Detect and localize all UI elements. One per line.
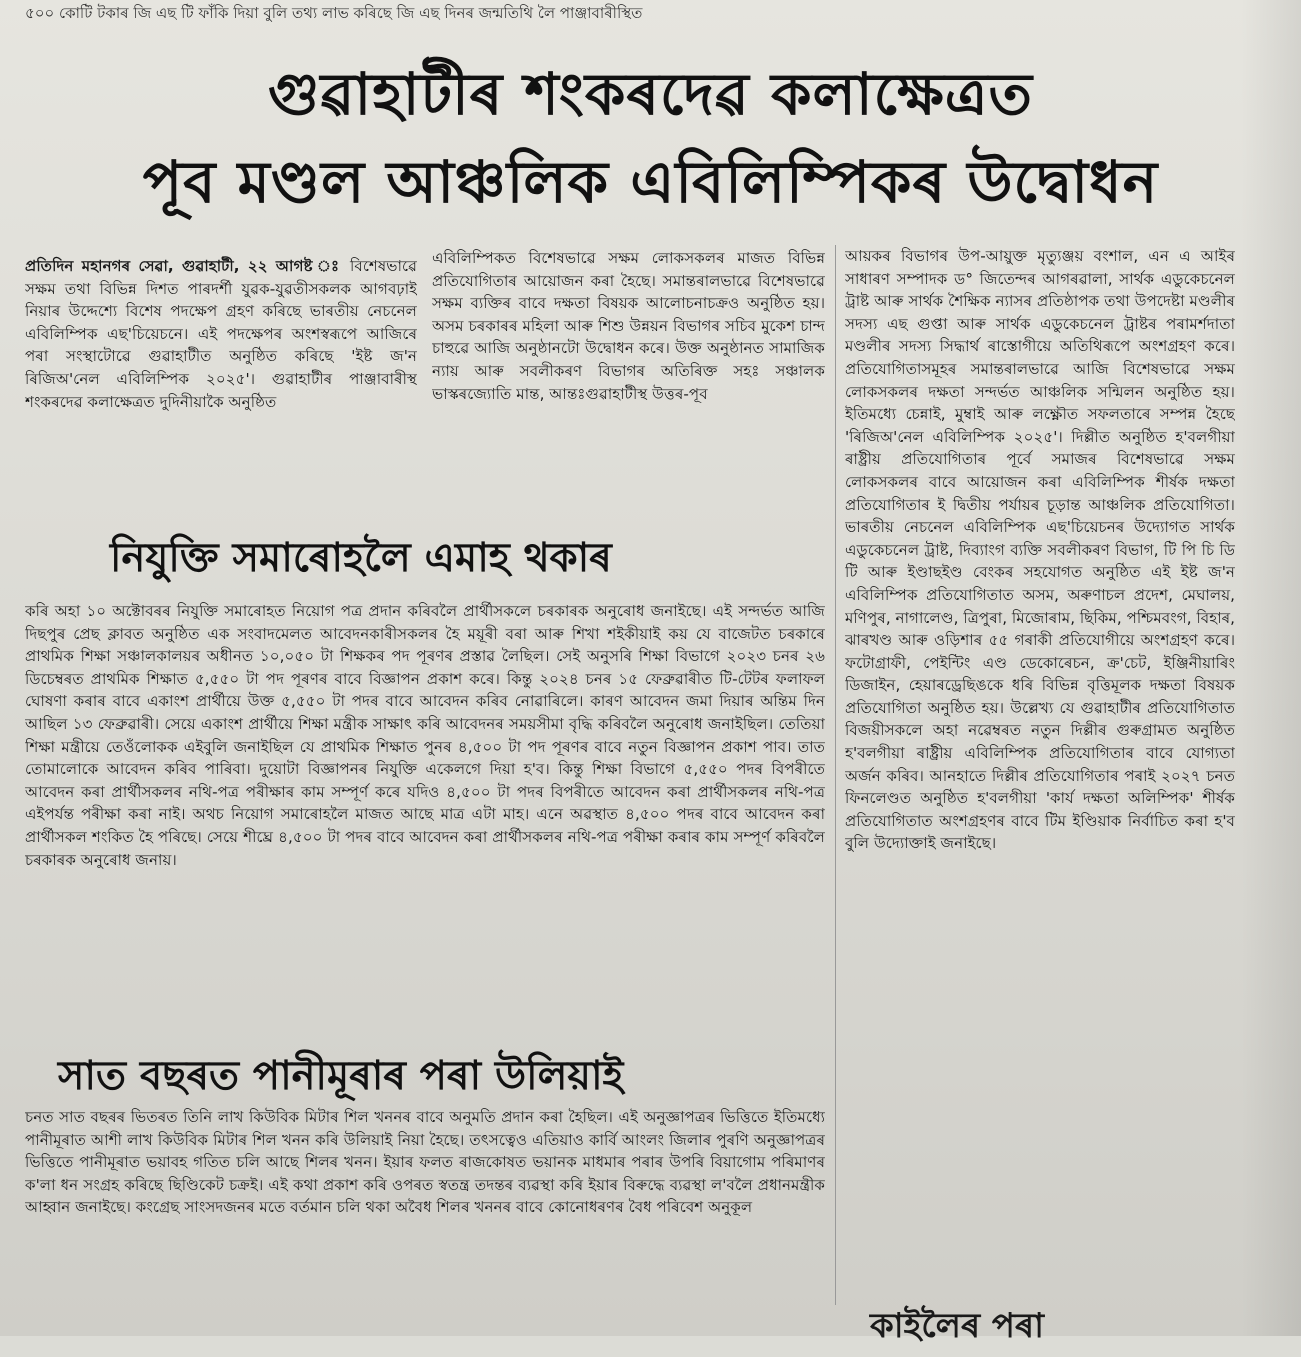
top-strip-text: ৫০০ কোটি টকাৰ জি এছ টি ফাঁকি দিয়া বুলি তথ্য লাভ কৰিছে জি এছ দিনৰ জন্মতিথি লৈ পাঞ্জাবাৰীস্থিত	[25, 4, 643, 22]
article2-headline: নিযুক্তি সমাৰোহলৈ এমাহ থকাৰ	[110, 535, 612, 581]
article2-body	[25, 600, 825, 1040]
article3-body	[25, 1106, 825, 1336]
article1-col1-text: বিশেষভাৱে সক্ষম তথা বিভিন্ন দিশত পাৰদৰ্শী যুৱক-যুৱতীসকলক আগবঢ়াই নিয়াৰ উদ্দেশ্যে বিশেষ পদক্ষেপ গ্ৰহণ কৰিছে ভাৰতীয় নেচনেল এবিলিম্পিক এছ'চিয়েচনে। এই পদক্ষেপৰ অংশস্বৰূপে আজিৰে পৰা সংস্থাটোৱে গুৱাহাটীত অনুষ্ঠিত কৰিছে 'ইষ্ট জ'ন ৰিজিঅ'নেল এবিলিম্পিক ২০২৫'। গুৱাহাটীৰ পাঞ্জাবাৰীস্থ শংকৰদেৱ কলাক্ষেত্ৰত দুদিনীয়াকৈ অনুষ্ঠিত	[25, 257, 417, 411]
footer-headline: কাইলৈৰ পৰা	[870, 1306, 1045, 1346]
main-headline-line1: গুৱাহাটীৰ শংকৰদেৱ কলাক্ষেত্ৰত	[268, 60, 1033, 128]
article1-column1	[25, 255, 417, 517]
main-headline-line2: পূব মণ্ডল আঞ্চলিক এবিলিম্পিকৰ উদ্বোধন	[142, 148, 1159, 216]
article2-body-text: কৰি অহা ১০ অক্টোবৰৰ নিযুক্তি সমাৰোহত নিয়োগ পত্ৰ প্ৰদান কৰিবলৈ প্ৰাৰ্থীসকলে চৰকাৰক অনুৰোধ জনাইছে। এই সন্দৰ্ভত আজি দিছপুৰ প্ৰেছ ক্লাবত অনুষ্ঠিত এক সংবাদমেলত আবেদনকাৰীসকলৰ হৈ ময়ূৰী বৰা আৰু শিখা শইকীয়াই কয় যে বাজেটত চৰকাৰে প্ৰাথমিক শিক্ষা সঞ্চালকালয়ৰ অধীনত ১০,০৫০ টা শিক্ষকৰ পদ পূৰণৰ প্ৰস্তাৱ লৈছিল। সেই অনুসৰি শিক্ষা বিভাগে ২০২৩ চনৰ ২৬ ডিচেম্বৰত প্ৰাথমিক শিক্ষাত ৫,৫৫০ টা পদ পূৰণৰ বাবে বিজ্ঞাপন প্ৰকাশ কৰে। কিন্তু ২০২৪ চনৰ ১৫ ফেব্ৰুৱাৰীত টি-টেটৰ ফলাফল ঘোষণা কৰাৰ বাবে একাংশ প্ৰাৰ্থীয়ে উক্ত ৫,৫৫০ টা পদৰ বাবে আবেদন কৰিব নোৱাৰিলে। কাৰণ আবেদন জমা দিয়াৰ অন্তিম দিন আছিল ১৩ ফেব্ৰুৱাৰী। সেয়ে একাংশ প্ৰাৰ্থীয়ে শিক্ষা মন্ত্ৰীক সাক্ষাৎ কৰি আবেদনৰ সময়সীমা বৃদ্ধি কৰিবলৈ অনুৰোধ জনাইছিল। তেতিয়া শিক্ষা মন্ত্ৰীয়ে তেওঁলোকক এইবুলি জনাইছিল যে প্ৰাথমিক শিক্ষাত পুনৰ ৪,৫০০ টা পদ পূৰণৰ বাবে নতুন বিজ্ঞাপন প্ৰকাশ পাব। তাত তোমালোকে আবেদন কৰিব পাৰিবা। দুয়োটা বিজ্ঞাপনৰ নিযুক্তি একেলগে দিয়া হ'ব। কিন্তু শিক্ষা বিভাগে ৫,৫৫০ পদৰ বিপৰীতে আবেদন কৰা প্ৰাৰ্থীসকলৰ নথি-পত্ৰ পৰীক্ষাৰ কাম সম্পূৰ্ণ কৰে যদিও ৪,৫০০ টা পদৰ বিপৰীতে আবেদন কৰা প্ৰাৰ্থীসকলৰ নথি-পত্ৰ এইপৰ্যন্ত পৰীক্ষা কৰা নাই। অথচ নিয়োগ সমাৰোহলৈ মাজত আছে মাত্ৰ এটা মাহ। এনে অৱস্থাত ৪,৫০০ পদৰ বাবে আবেদন কৰা প্ৰাৰ্থীসকল শংকিত হৈ পৰিছে। সেয়ে শীঘ্ৰে ৪,৫০০ টা পদৰ বাবে আবেদন কৰা প্ৰাৰ্থীসকলৰ নথি-পত্ৰ পৰীক্ষা কৰাৰ কাম সম্পূৰ্ণ কৰিবলৈ চৰকাৰক অনুৰোধ জনায়।	[25, 602, 825, 869]
article1-column3	[845, 245, 1235, 1305]
page-edge-shadow	[1241, 0, 1301, 1336]
article1-column2	[432, 247, 825, 517]
article1-col3-text: আয়কৰ বিভাগৰ উপ-আয়ুক্ত মৃত্যুঞ্জয় বংশাল, এন এ আইৰ সাধাৰণ সম্পাদক ড° জিতেন্দৰ আগৰৱালা, সাৰ্থক এডুকেচনেল ট্ৰাষ্ট আৰু সাৰ্থক শৈক্ষিক ন্যাসৰ প্ৰতিষ্ঠাপক তথা উপদেষ্টা মণ্ডলীৰ সদস্য এছ গুপ্তা আৰু সাৰ্থক এডুকেচনেল ট্ৰাষ্টৰ পৰামৰ্শদাতা মণ্ডলীৰ সদস্য সিদ্ধাৰ্থ ৰাস্তোগীয়ে অতিথিৰূপে অংশগ্ৰহণ কৰে। প্ৰতিযোগিতাসমূহৰ সমান্তৰালভাৱে আজি বিশেষভাৱে সক্ষম লোকসকলৰ দক্ষতা সন্দৰ্ভত আঞ্চলিক সন্মিলন অনুষ্ঠিত হয়। ইতিমধ্যে চেন্নাই, মুম্বাই আৰু লক্ষ্ণৌত সফলতাৰে সম্পন্ন হৈছে 'ৰিজিঅ'নেল এবিলিম্পিক ২০২৫'। দিল্লীত অনুষ্ঠিত হ'বলগীয়া ৰাষ্ট্ৰীয় প্ৰতিযোগিতাৰ পূৰ্বে সমাজৰ বিশেষভাৱে সক্ষম লোকসকলৰ বাবে আয়োজন কৰা এবিলিম্পিক শীৰ্ষক দক্ষতা প্ৰতিযোগিতাৰ ই দ্বিতীয় পৰ্যায়ৰ চূড়ান্ত আঞ্চলিক প্ৰতিযোগিতা। ভাৰতীয় নেচনেল এবিলিম্পিক এছ'চিয়েচনৰ উদ্যোগত সাৰ্থক এডুকেচনেল ট্ৰাষ্ট, দিব্যাংগ ব্যক্তি সবলীকৰণ বিভাগ, টি পি চি ডি টি আৰু ইণ্ডাছইণ্ড বেংকৰ সহযোগত অনুষ্ঠিত এই ইষ্ট জ'ন এবিলিম্পিক প্ৰতিযোগিতাত অসম, অৰুণাচল প্ৰদেশ, মেঘালয়, মণিপুৰ, নাগালেণ্ড, ত্ৰিপুৰা, মিজোৰাম, ছিকিম, পশ্চিমবংগ, বিহাৰ, ঝাৰখণ্ড আৰু ওড়িশাৰ ৫৫ গৰাকী প্ৰতিযোগীয়ে অংশগ্ৰহণ কৰে। ফটোগ্ৰাফী, পেইন্টিং এণ্ড ডেকোৰেচন, ক্ৰ'চেট, ইঞ্জিনীয়াৰিং ডিজাইন, হেয়াৰড্ৰেছিঙকে ধৰি বিভিন্ন বৃত্তিমূলক দক্ষতা বিষয়ক প্ৰতিযোগিতা অনুষ্ঠিত হয়। উল্লেখ্য যে গুৱাহাটীৰ প্ৰতিযোগিতাত বিজয়ীসকলে অহা নৱেম্বৰত নতুন দিল্লীৰ গুৰুগ্ৰামত অনুষ্ঠিত হ'বলগীয়া ৰাষ্ট্ৰীয় এবিলিম্পিক প্ৰতিযোগিতাৰ বাবে যোগ্যতা অৰ্জন কৰিব। আনহাতে দিল্লীৰ প্ৰতিযোগিতাৰ পৰাই ২০২৭ চনত ফিনলেণ্ডত অনুষ্ঠিত হ'বলগীয়া 'কাৰ্য দক্ষতা অলিম্পিক' শীৰ্ষক প্ৰতিযোগিতাত অংশগ্ৰহণৰ বাবে টিম ইণ্ডিয়াক নিৰ্বাচিত কৰা হ'ব বুলি উদ্যোক্তাই জনাইছে।	[845, 247, 1235, 853]
dateline: প্ৰতিদিন মহানগৰ সেৱা, গুৱাহাটী, ২২ আগষ্ট ঃ	[25, 257, 343, 275]
column-divider	[835, 245, 836, 1305]
article1-col2-text: এবিলিম্পিকত বিশেষভাৱে সক্ষম লোকসকলৰ মাজত বিভিন্ন প্ৰতিযোগিতাৰ আয়োজন কৰা হৈছে। সমান্তৰালভাৱে বিশেষভাৱে সক্ষম ব্যক্তিৰ বাবে দক্ষতা বিষয়ক আলোচনাচক্ৰও অনুষ্ঠিত হয়। অসম চৰকাৰৰ মহিলা আৰু শিশু উন্নয়ন বিভাগৰ সচিব মুকেশ চান্দ চাহুৱে আজি অনুষ্ঠানটো উদ্বোধন কৰে। উক্ত অনুষ্ঠানত সামাজিক ন্যায় আৰু সবলীকৰণ বিভাগৰ অতিৰিক্ত সহঃ সঞ্চালক ভাস্কৰজ্যোতি মান্ত, আন্তঃগুৱাহাটীস্থ উত্তৰ-পূব	[432, 249, 825, 403]
article3-headline: সাত বছৰত পানীমূৰাৰ পৰা উলিয়াই	[58, 1053, 624, 1099]
article3-body-text: চনত সাত বছৰৰ ভিতৰত তিনি লাখ কিউবিক মিটাৰ শিল খননৰ বাবে অনুমতি প্ৰদান কৰা হৈছিল। এই অনুজ্ঞাপত্ৰৰ ভিত্তিতে ইতিমধ্যে পানীমূৰাত আশী লাখ কিউবিক মিটাৰ শিল খনন কৰি উলিয়াই নিয়া হৈছে। তৎসত্বেও এতিয়াও কাৰ্বি আংলং জিলাৰ পুৰণি অনুজ্ঞাপত্ৰৰ ভিত্তিতে পানীমূৰাত ভয়াবহ গতিত চলি আছে শিলৰ খনন। ইয়াৰ ফলত ৰাজকোষত ভয়ানক মাধমাৰ পৰাৰ উপৰি বিয়াগোম পৰিমাণৰ ক'লা ধন সংগ্ৰহ কৰিছে ছিণ্ডিকেট চক্ৰই। এই কথা প্ৰকাশ কৰি ওপৰত স্বতন্ত্ৰ তদন্তৰ ব্যৱস্থা কৰি ইয়াৰ বিৰুদ্ধে ব্যৱস্থা ল'বলৈ প্ৰধানমন্ত্ৰীক আহ্বান জনাইছে। কংগ্ৰেছ সাংসদজনৰ মতে বৰ্তমান চলি থকা অবৈধ শিলৰ খননৰ বাবে কোনোধৰণৰ বৈধ পৰিবেশ অনুকূল	[25, 1108, 825, 1217]
